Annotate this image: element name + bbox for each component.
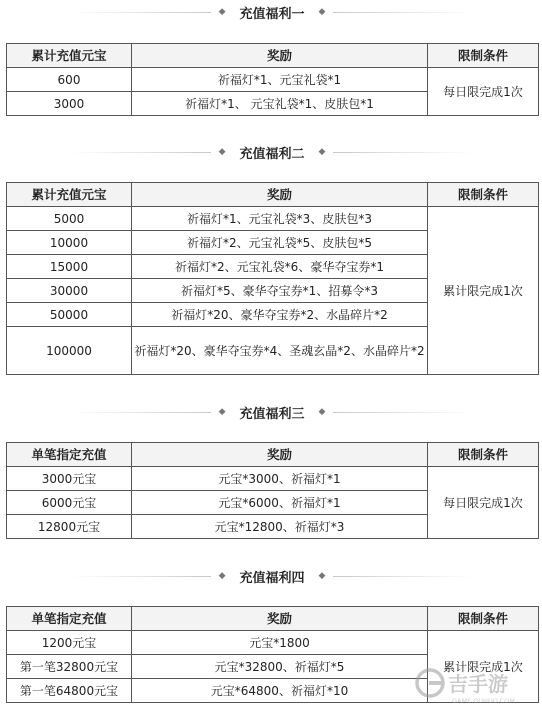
diamond-icon: ◆ xyxy=(318,406,326,417)
column-header-amount: 单笔指定充值 xyxy=(7,443,132,467)
table-header-row xyxy=(7,183,539,207)
amount-cell: 1200元宝 xyxy=(7,631,132,655)
watermark-brand: 吉手游 xyxy=(448,672,508,696)
table-header-row xyxy=(7,44,539,68)
reward-cell: 祈福灯*2、元宝礼袋*6、豪华夺宝券*1 xyxy=(132,255,428,279)
reward-cell: 元宝*1800 xyxy=(132,631,428,655)
column-header-reward: 奖励 xyxy=(132,44,428,68)
amount-cell: 5000 xyxy=(7,207,132,231)
section-title: 充值福利一 xyxy=(239,6,305,22)
amount-cell: 3000 xyxy=(7,92,132,116)
amount-cell: 15000 xyxy=(7,255,132,279)
amount-cell: 100000 xyxy=(7,327,132,375)
reward-cell: 元宝*12800、祈福灯*3 xyxy=(132,515,428,539)
amount-cell: 12800元宝 xyxy=(7,515,132,539)
title-divider-right xyxy=(333,412,473,413)
amount-cell: 第一笔32800元宝 xyxy=(7,655,132,679)
amount-cell: 第一笔64800元宝 xyxy=(7,679,132,703)
diamond-icon: ◆ xyxy=(218,146,226,157)
table-row xyxy=(7,207,539,231)
column-header-reward: 奖励 xyxy=(132,443,428,467)
table-row xyxy=(7,467,539,491)
amount-cell: 30000 xyxy=(7,279,132,303)
column-header-amount: 累计充值元宝 xyxy=(7,44,132,68)
column-header-condition: 限制条件 xyxy=(428,607,539,631)
section-title: 充值福利四 xyxy=(239,570,305,586)
reward-cell: 祈福灯*1、 元宝礼袋*1、皮肤包*1 xyxy=(132,92,428,116)
section-title: 充值福利二 xyxy=(239,146,305,162)
column-header-condition: 限制条件 xyxy=(428,443,539,467)
reward-cell: 元宝*64800、祈福灯*10 xyxy=(132,679,428,703)
section-title-bar xyxy=(6,2,538,22)
table-row xyxy=(7,631,539,655)
section-title-bar xyxy=(6,142,538,162)
column-header-amount: 单笔指定充值 xyxy=(7,607,132,631)
reward-cell: 祈福灯*20、豪华夺宝券*2、水晶碎片*2 xyxy=(132,303,428,327)
title-divider-left xyxy=(71,12,211,13)
reward-cell: 祈福灯*1、元宝礼袋*3、皮肤包*3 xyxy=(132,207,428,231)
watermark-domain: GAME.GUHUO.COM xyxy=(452,697,515,705)
column-header-condition: 限制条件 xyxy=(428,183,539,207)
amount-cell: 3000元宝 xyxy=(7,467,132,491)
title-divider-right xyxy=(333,152,473,153)
table-header-row xyxy=(7,607,539,631)
diamond-icon: ◆ xyxy=(218,6,226,17)
table-header-row xyxy=(7,443,539,467)
section-title-bar xyxy=(6,402,538,422)
condition-cell: 每日限完成1次 xyxy=(428,467,539,539)
section-title: 充值福利三 xyxy=(239,406,305,422)
column-header-reward: 奖励 xyxy=(132,607,428,631)
title-divider-left xyxy=(71,152,211,153)
reward-cell: 祈福灯*5、豪华夺宝券*1、招募令*3 xyxy=(132,279,428,303)
amount-cell: 10000 xyxy=(7,231,132,255)
table-row xyxy=(7,68,539,92)
reward-table xyxy=(6,606,539,703)
section-title-bar xyxy=(6,566,538,586)
title-divider-right xyxy=(333,576,473,577)
diamond-icon: ◆ xyxy=(318,146,326,157)
title-divider-left xyxy=(71,412,211,413)
title-divider-right xyxy=(333,12,473,13)
reward-table xyxy=(6,182,539,375)
column-header-reward: 奖励 xyxy=(132,183,428,207)
condition-cell: 每日限完成1次 xyxy=(428,68,539,116)
reward-table xyxy=(6,442,539,539)
column-header-condition: 限制条件 xyxy=(428,44,539,68)
diamond-icon: ◆ xyxy=(218,570,226,581)
amount-cell: 6000元宝 xyxy=(7,491,132,515)
condition-cell: 累计限完成1次 xyxy=(428,631,539,703)
column-header-amount: 累计充值元宝 xyxy=(7,183,132,207)
diamond-icon: ◆ xyxy=(318,6,326,17)
reward-table xyxy=(6,43,539,116)
reward-cell: 祈福灯*1、元宝礼袋*1 xyxy=(132,68,428,92)
reward-cell: 元宝*6000、祈福灯*1 xyxy=(132,491,428,515)
reward-cell: 元宝*3000、祈福灯*1 xyxy=(132,467,428,491)
reward-cell: 祈福灯*2、元宝礼袋*5、皮肤包*5 xyxy=(132,231,428,255)
reward-cell: 元宝*32800、祈福灯*5 xyxy=(132,655,428,679)
amount-cell: 600 xyxy=(7,68,132,92)
diamond-icon: ◆ xyxy=(218,406,226,417)
amount-cell: 50000 xyxy=(7,303,132,327)
condition-cell: 累计限完成1次 xyxy=(428,207,539,375)
title-divider-left xyxy=(71,576,211,577)
diamond-icon: ◆ xyxy=(318,570,326,581)
reward-cell: 祈福灯*20、豪华夺宝券*4、圣魂玄晶*2、水晶碎片*2 xyxy=(132,327,428,375)
